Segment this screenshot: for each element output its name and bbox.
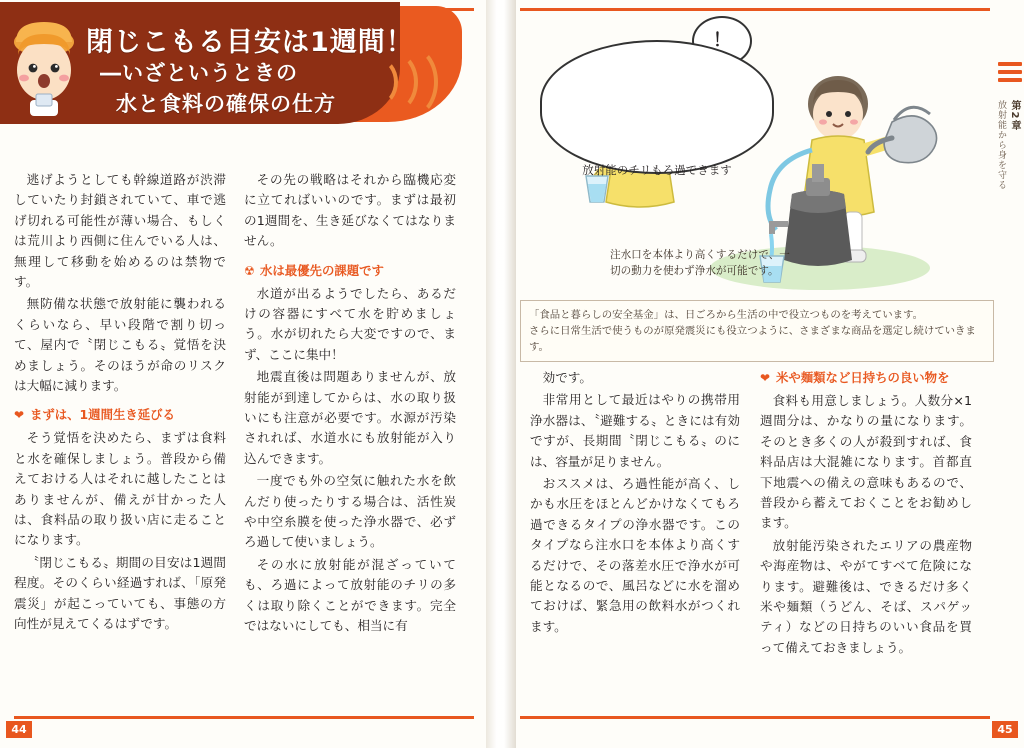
- paragraph: 地震直後は問題ありませんが、放射能が到達してからは、水の取り扱いにも注意が必要です。水源が汚染されれば、水道水にも放射能が入り込んできます。: [244, 369, 456, 466]
- left-column-2: [244, 170, 456, 636]
- subheading-label: 水は最優先の課題です: [260, 262, 384, 278]
- subheading-stay-alive: [14, 405, 226, 425]
- bottom-rule-left: [14, 716, 474, 719]
- paragraph: 無防備な状態で放射能に襲われるくらいなら、早い段階で割り切って、屋内で〝閉じこもる〟覚悟を決めましょう。そのほうが命のリスクは大幅に減ります。: [14, 296, 226, 393]
- chapter-tab-bars-icon: [998, 62, 1022, 88]
- headline-banner: [0, 0, 470, 130]
- paragraph: おススメは、ろ過性能が高く、しかも水圧をほとんどかけなくてもろ過できるタイプの浄水器です。このタイプなら注水口を本体より高くするだけで、その落差水圧で浄水が可能となるので、風呂などに水を溜めておけば、緊急用の飲料水がつくれます。: [530, 475, 740, 634]
- paragraph: その水に放射能が混ざっていても、ろ過によって放射能のチリの多くは取り除くことができます。完全ではないにしても、相当に有: [244, 556, 456, 633]
- right-column-1: [530, 368, 740, 637]
- radiation-icon: ☢: [244, 263, 255, 278]
- paragraph: 食料も用意しましょう。人数分×1週間分は、かなりの量になります。そのとき多くの人が殺到すれば、食料品店は大混雑になります。首都直下地震への備えの意味もあるので、普段から蓄えておくことをお勧めします。: [760, 393, 972, 531]
- paragraph: 水道が出るようでしたら、あるだけの容器にすべて水を貯めましょう。水が切れたら大変ですので、まず、ここに集中！: [244, 285, 456, 362]
- subheading-food-storage: [760, 368, 972, 388]
- paragraph: 効です。: [542, 370, 592, 385]
- page-gutter: [486, 0, 516, 748]
- bottom-rule-right: [520, 716, 990, 719]
- paragraph: 非常用として最近はやりの携帯用浄水器は、〝避難する〟ときには有効ですが、長期間〝閉じこもる〟のには、容量が足りません。: [530, 392, 740, 469]
- headline-line-2: ―いざというときの: [100, 61, 298, 85]
- headline-line-1: 閉じこもる目安は1週間！: [86, 27, 414, 58]
- subheading-label: 米や麺類など日持ちの良い物を: [776, 370, 950, 385]
- chapter-tab-chapter: 第2章: [1009, 100, 1020, 132]
- subheading-water-priority: [244, 261, 456, 281]
- paragraph: 逃げようとしても幹線道路が渋滞していたり封鎖されていて、車で逃げ切れる可能性が薄い場合、もしくは荒川より西側に住んでいる人は、無理して移動を始めるのは禁物です。: [14, 172, 226, 289]
- speech-bubble-text: 放射能のチリもろ過できます: [582, 163, 732, 177]
- exclamation-bubble: ！: [692, 16, 752, 66]
- page-number-right: 45: [992, 721, 1018, 738]
- chapter-tab-title: 放射能から身を守る: [996, 100, 1006, 190]
- heart-icon: ❤: [760, 371, 771, 385]
- left-column-1: [14, 170, 226, 634]
- character-face-icon: [6, 8, 82, 116]
- subheading-label: まずは、1週間生き延びる: [30, 407, 175, 423]
- illustration-caption: 注水口を本体より高くするだけで、一切の動力を使わず浄水が可能です。: [610, 249, 790, 277]
- headline-line-3: 水と食料の確保の仕方: [116, 92, 336, 116]
- paragraph: 一度でも外の空気に触れた水を飲んだり使ったりする場合は、活性炭や中空糸膜を使った浄水器で、必ずろ過して使いましょう。: [244, 473, 456, 550]
- swoosh-arc-3: [384, 46, 438, 118]
- right-column-2: [760, 368, 972, 658]
- paragraph: 放射能汚染されたエリアの農産物や海産物は、やがてすべて危険になります。避難後は、できるだけ多く米や麺類（うどん、そば、スパゲッティ）などの日持ちのいい食品を買って備えておきましょう。: [760, 537, 972, 655]
- speech-bubble: [540, 40, 774, 174]
- paragraph: 〝閉じこもる〟期間の目安は1週間程度。そのくらい経過すれば、「原発震災」が起こっていても、事態の方向性が見えてくるはずです。: [14, 554, 226, 631]
- top-rule-right: [520, 8, 990, 11]
- heart-icon: ❤: [14, 408, 25, 423]
- paragraph: そう覚悟を決めたら、まずは食料と水を確保しましょう。普段から備えておける人はそれに越したことはありませんが、備えが甘かった人は、食料品の取り扱い店に走ることになります。: [14, 430, 226, 548]
- note-box: [520, 300, 994, 362]
- note-line-2: さらに日常生活で使うものが原発震災にも役立つように、さまざまな商品を選定し続けていきます。: [529, 325, 976, 354]
- page-number-left: 44: [6, 721, 32, 738]
- note-line-1: 「食品と暮らしの安全基金」は、日ごろから生活の中で役立つものを考えています。: [529, 309, 924, 321]
- paragraph: その先の戦略はそれから臨機応変に立てればいいのです。まずは最初の1週間を、生き延びなくてはなりません。: [244, 172, 456, 249]
